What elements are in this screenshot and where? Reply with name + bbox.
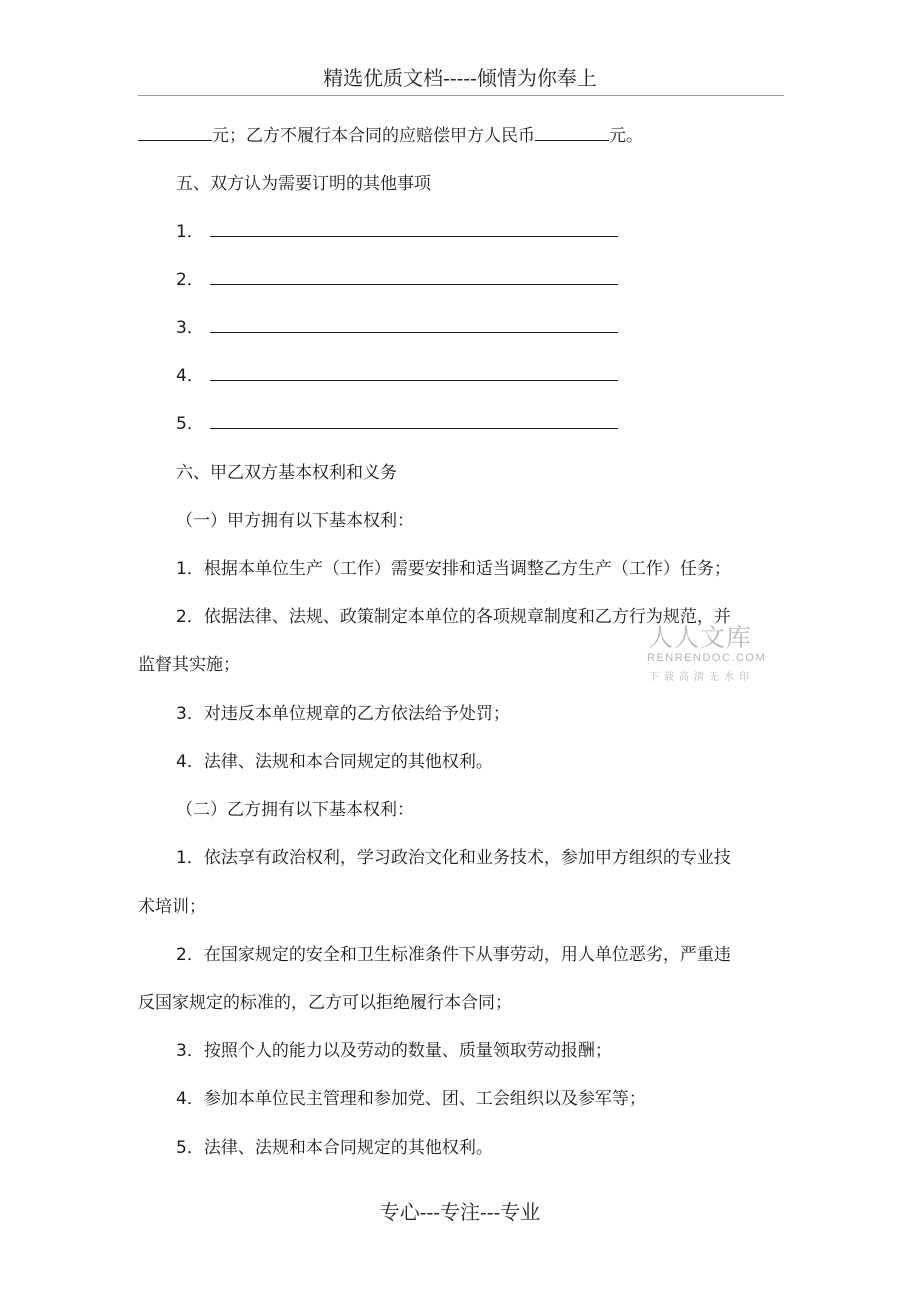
- blank-field[interactable]: [210, 268, 618, 285]
- item-number: 2．: [176, 270, 204, 290]
- other-matter-item: [176, 268, 618, 292]
- section-6-title: 六、甲乙双方基本权利和义务: [176, 463, 397, 483]
- party-b-right-1-cont: 术培训；: [138, 897, 206, 917]
- party-b-right-1: 1．依法享有政治权利，学习政治文化和业务技术，参加甲方组织的专业技: [176, 848, 731, 868]
- watermark-domain: RENRENDOC.COM: [647, 652, 767, 664]
- section-5-title: 五、双方认为需要订明的其他事项: [176, 174, 431, 194]
- party-a-right-1: 1．根据本单位生产（工作）需要安排和适当调整乙方生产（工作）任务；: [176, 559, 731, 579]
- blank-field[interactable]: [535, 124, 609, 141]
- compensation-line: [138, 124, 643, 148]
- party-a-right-4: 4．法律、法规和本合同规定的其他权利。: [176, 752, 493, 772]
- other-matter-item: [176, 412, 618, 436]
- page-header: 精选优质文档-----倾情为你奉上: [323, 66, 597, 90]
- watermark-logo: [640, 618, 776, 688]
- blank-field[interactable]: [138, 124, 212, 141]
- item-number: 1．: [176, 222, 204, 242]
- other-matter-item: [176, 364, 618, 388]
- watermark-title: 人人文库: [648, 623, 753, 652]
- subsection-2-title: （二）乙方拥有以下基本权利：: [176, 800, 414, 820]
- header-divider: [138, 95, 784, 96]
- blank-field[interactable]: [210, 316, 618, 333]
- party-a-right-3: 3．对违反本单位规章的乙方依法给予处罚；: [176, 704, 510, 724]
- blank-field[interactable]: [210, 412, 618, 429]
- compensation-text-1: 元；乙方不履行本合同的应赔偿甲方人民币: [212, 126, 535, 146]
- item-number: 3．: [176, 318, 204, 338]
- other-matter-item: [176, 220, 618, 244]
- watermark-tagline: 下载高清无水印: [649, 672, 754, 683]
- other-matter-item: [176, 316, 618, 340]
- subsection-1-title: （一）甲方拥有以下基本权利：: [176, 511, 414, 531]
- blank-field[interactable]: [210, 364, 618, 381]
- compensation-text-2: 元。: [609, 126, 643, 146]
- page-footer: 专心---专注---专业: [379, 1200, 541, 1224]
- party-b-right-3: 3．按照个人的能力以及劳动的数量、质量领取劳动报酬；: [176, 1041, 612, 1061]
- blank-field[interactable]: [210, 220, 618, 237]
- party-a-right-2: 2．依据法律、法规、政策制定本单位的各项规章制度和乙方行为规范，并: [176, 607, 731, 627]
- party-b-right-2: 2．在国家规定的安全和卫生标准条件下从事劳动，用人单位恶劣，严重违: [176, 945, 731, 965]
- item-number: 5．: [176, 414, 204, 434]
- party-b-right-2-cont: 反国家规定的标准的，乙方可以拒绝履行本合同；: [138, 993, 512, 1013]
- party-b-right-4: 4．参加本单位民主管理和参加党、团、工会组织以及参军等；: [176, 1089, 646, 1109]
- item-number: 4．: [176, 366, 204, 386]
- party-b-right-5: 5．法律、法规和本合同规定的其他权利。: [176, 1138, 493, 1158]
- party-a-right-2-cont: 监督其实施；: [138, 655, 240, 675]
